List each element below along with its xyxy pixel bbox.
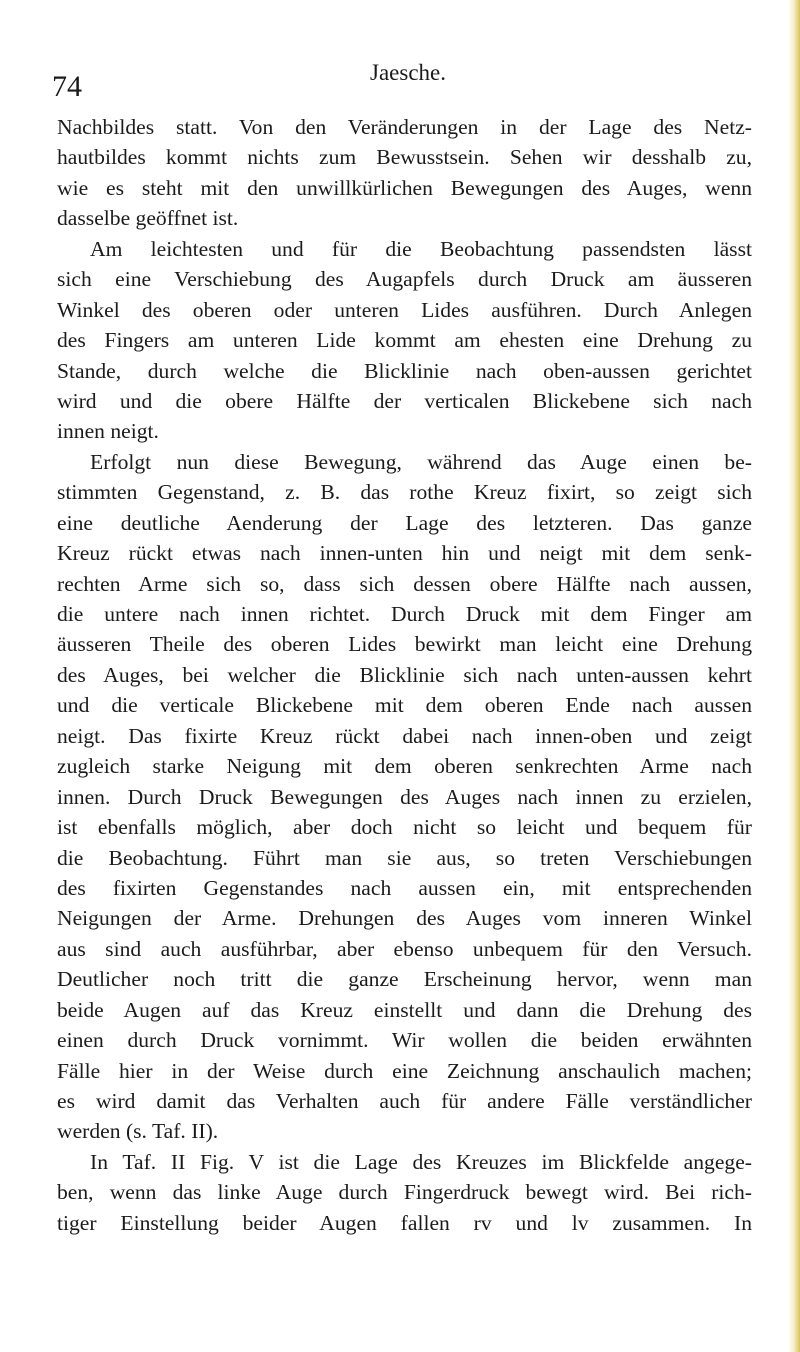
text-line: zugleich starke Neigung mit dem oberen senkrechten Arme nach <box>57 754 752 779</box>
text-line: die Beobachtung. Führt man sie aus, so treten Verschiebungen <box>57 845 752 870</box>
text-line: neigt. Das fixirte Kreuz rückt dabei nach innen-oben und zeigt <box>57 723 752 748</box>
text-line: Stande, durch welche die Blicklinie nach oben-aussen gerichtet <box>57 358 752 383</box>
page-edge-shadow <box>788 0 800 1352</box>
page-header <box>52 60 752 103</box>
text-line: des fixirten Gegenstandes nach aussen ein, mit entsprechenden <box>57 875 752 900</box>
text-line: Nachbildes statt. Von den Veränderungen in der Lage des Netz- <box>57 115 752 139</box>
text-line: Deutlicher noch tritt die ganze Erscheinung hervor, wenn man <box>57 967 752 992</box>
text-line: tiger Einstellung beider Augen fallen rv und lv zusammen. In <box>57 1210 752 1235</box>
text-line: ben, wenn das linke Auge durch Fingerdruck bewegt wird. Bei rich- <box>57 1180 752 1205</box>
text-line: hautbildes kommt nichts zum Bewusstsein. Sehen wir desshalb zu, <box>57 145 752 170</box>
running-head: Jaesche. <box>370 60 446 85</box>
page-number: 74 <box>52 70 82 103</box>
text-line: beide Augen auf das Kreuz einstellt und dann die Drehung des <box>57 997 752 1022</box>
text-line: äusseren Theile des oberen Lides bewirkt man leicht eine Drehung <box>57 632 752 657</box>
text-line: Fälle hier in der Weise durch eine Zeichnung anschaulich machen; <box>57 1058 752 1083</box>
text-line: wird und die obere Hälfte der verticalen Blickebene sich nach <box>57 388 752 413</box>
text-line: Kreuz rückt etwas nach innen-unten hin und neigt mit dem senk- <box>57 541 752 566</box>
text-line: des Auges, bei welcher die Blicklinie sich nach unten-aussen kehrt <box>57 662 752 687</box>
text-line: wie es steht mit den unwillkürlichen Bewegungen des Auges, wenn <box>57 175 752 200</box>
text-line: rechten Arme sich so, dass sich dessen obere Hälfte nach aussen, <box>57 571 752 596</box>
text-line: Erfolgt nun diese Bewegung, während das Auge einen be- <box>90 449 752 474</box>
text-line: des Fingers am unteren Lide kommt am ehesten eine Drehung zu <box>57 328 752 353</box>
text-line: aus sind auch ausführbar, aber ebenso unbequem für den Versuch. <box>57 936 752 961</box>
text-line: einen durch Druck vornimmt. Wir wollen die beiden erwähnten <box>57 1028 752 1053</box>
text-line: innen neigt. <box>57 419 159 444</box>
text-line: stimmten Gegenstand, z. B. das rothe Kreuz fixirt, so zeigt sich <box>57 480 752 505</box>
text-line: innen. Durch Druck Bewegungen des Auges nach innen zu erzielen, <box>57 784 752 809</box>
text-line: und die verticale Blickebene mit dem oberen Ende nach aussen <box>57 693 752 718</box>
text-line: es wird damit das Verhalten auch für andere Fälle verständlicher <box>57 1089 752 1113</box>
text-line: Am leichtesten und für die Beobachtung passendsten lässt <box>90 236 752 261</box>
text-line: dasselbe geöffnet ist. <box>57 206 239 231</box>
text-line: sich eine Verschiebung des Augapfels durch Druck am äusseren <box>57 267 752 292</box>
text-line: werden (s. Taf. II). <box>57 1119 219 1144</box>
text-line: Neigungen der Arme. Drehungen des Auges vom inneren Winkel <box>57 906 752 931</box>
text-line: ist ebenfalls möglich, aber doch nicht so leicht und bequem für <box>57 815 752 840</box>
text-line: die untere nach innen richtet. Durch Druck mit dem Finger am <box>57 602 752 626</box>
body-text <box>57 112 752 1238</box>
text-line: Winkel des oberen oder unteren Lides ausführen. Durch Anlegen <box>57 297 752 322</box>
text-line: eine deutliche Aenderung der Lage des letzteren. Das ganze <box>57 510 752 535</box>
text-line: In Taf. II Fig. V ist die Lage des Kreuzes im Blickfelde angege- <box>90 1149 752 1174</box>
